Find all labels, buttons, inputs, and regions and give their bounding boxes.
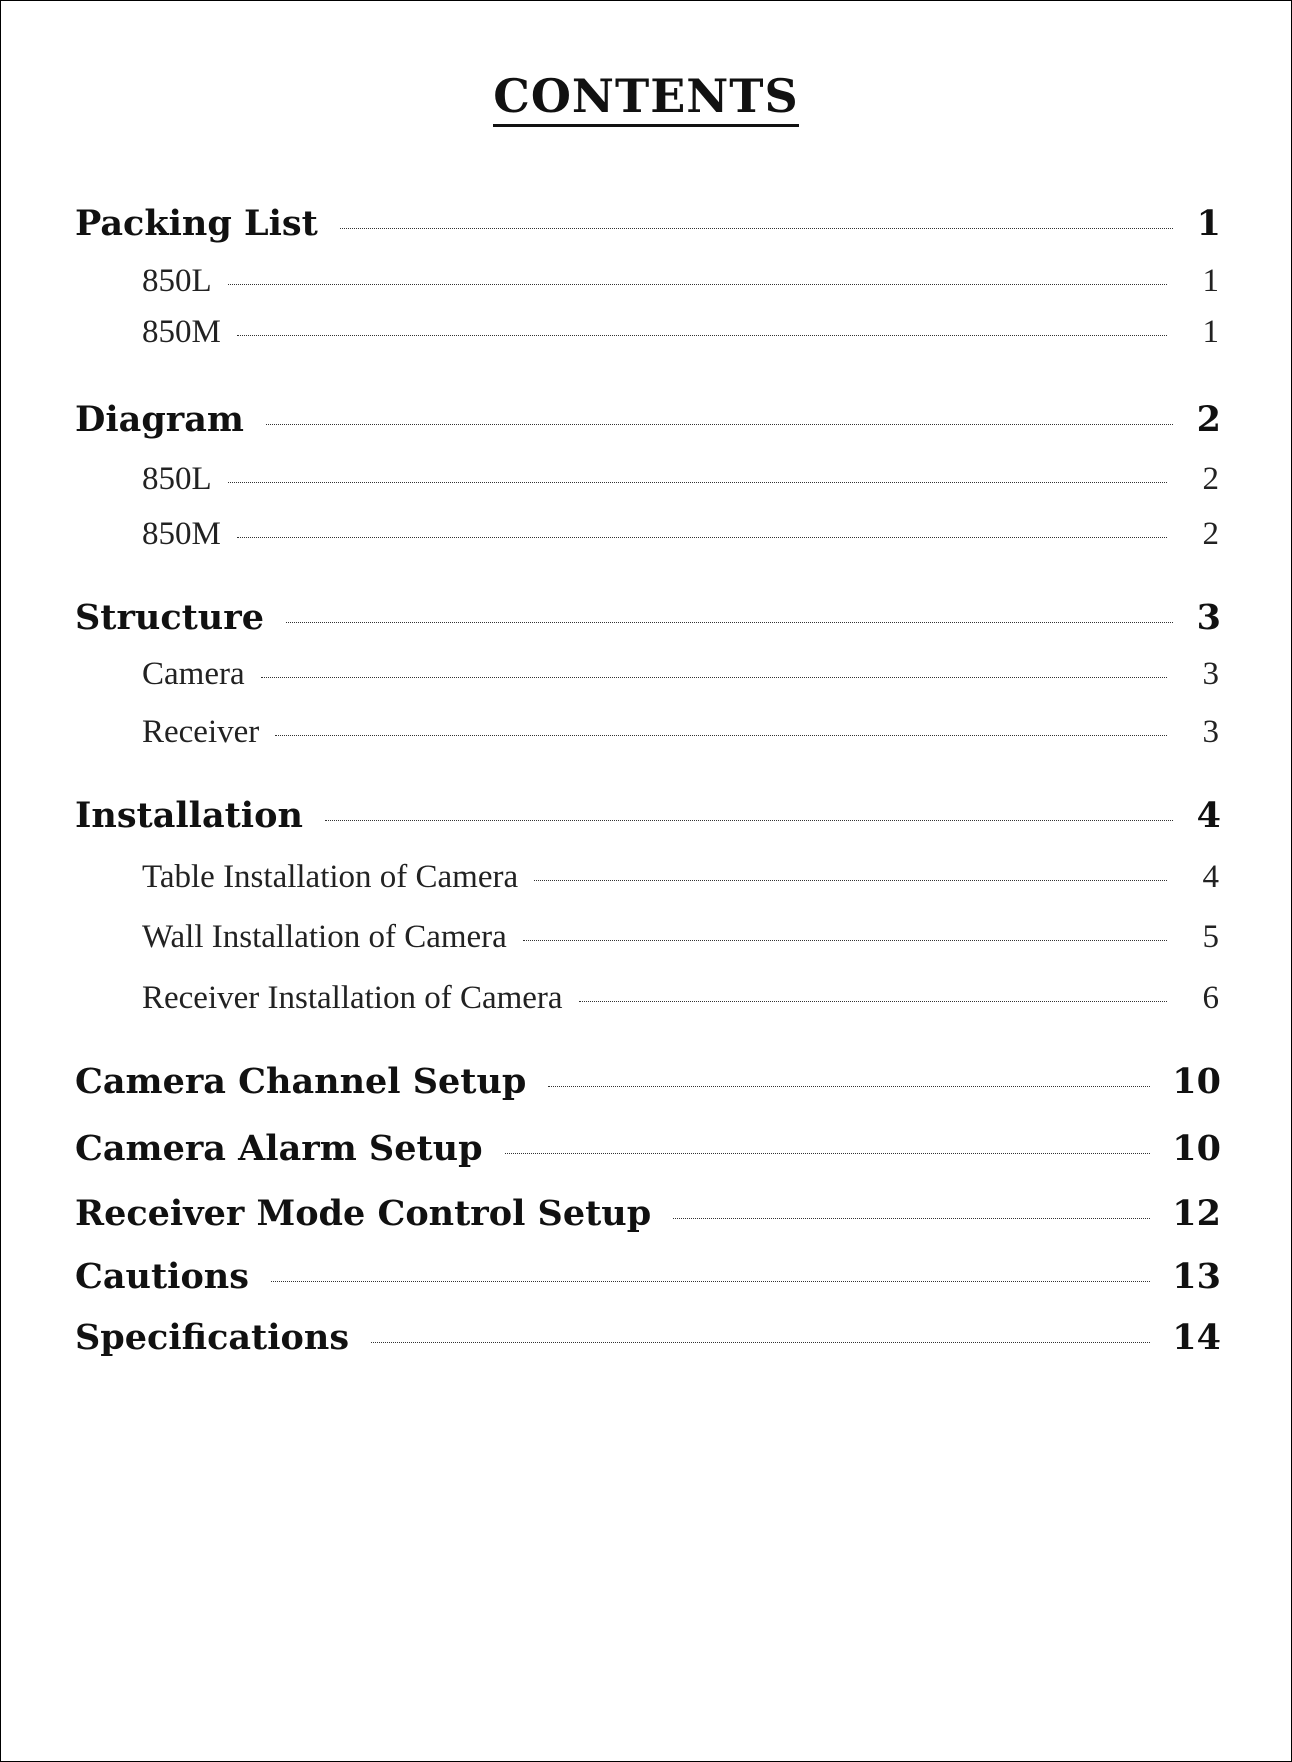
toc-entry-label: 850L [142,263,212,299]
toc-entry-page-number: 1 [1196,203,1221,244]
toc-entry-structure-camera[interactable] [142,656,1219,704]
toc-entry-page-number: 5 [1202,919,1219,955]
page-title-text: CONTENTS [493,69,799,127]
dotted-leader [228,482,1167,483]
toc-entry-diagram-850l[interactable] [142,461,1219,509]
toc-entry-packing-850l[interactable] [142,263,1219,311]
toc-entry-cautions[interactable] [75,1256,1221,1304]
toc-entry-installation-table[interactable] [142,859,1219,907]
dotted-leader [286,622,1173,623]
toc-entry-page-number: 12 [1172,1193,1221,1234]
toc-entry-label: Cautions [75,1256,249,1297]
toc-entry-label: 850L [142,461,212,497]
toc-entry-label: Receiver [142,714,260,750]
toc-entry-receiver-mode-control-setup[interactable] [75,1193,1221,1241]
toc-entry-page-number: 3 [1202,656,1219,692]
toc-entry-camera-alarm-setup[interactable] [75,1128,1221,1176]
dotted-leader [325,820,1173,821]
toc-entry-installation-receiver[interactable] [142,980,1219,1028]
toc-entry-page-number: 3 [1196,597,1221,638]
toc-entry-page-number: 2 [1202,461,1219,497]
dotted-leader [371,1342,1150,1343]
dotted-leader [579,1001,1167,1002]
toc-entry-page-number: 2 [1202,516,1219,552]
toc-entry-page-number: 1 [1202,314,1219,350]
toc-entry-label: Table Installation of Camera [142,859,519,895]
dotted-leader [505,1153,1151,1154]
toc-entry-page-number: 3 [1202,714,1219,750]
page-title [1,67,1291,125]
toc-entry-page-number: 14 [1172,1317,1221,1358]
toc-entry-packing-list[interactable] [75,203,1221,251]
dotted-leader [266,424,1173,425]
dotted-leader [673,1218,1150,1219]
toc-entry-specifications[interactable] [75,1317,1221,1365]
toc-entry-page-number: 4 [1202,859,1219,895]
toc-entry-camera-channel-setup[interactable] [75,1061,1221,1109]
dotted-leader [275,735,1167,736]
toc-entry-page-number: 4 [1196,795,1221,836]
toc-entry-label: Receiver Mode Control Setup [75,1193,652,1234]
toc-entry-installation-wall[interactable] [142,919,1219,967]
toc-entry-label: 850M [142,314,221,350]
dotted-leader [534,880,1167,881]
toc-entry-label: Camera [142,656,245,692]
toc-entry-diagram[interactable] [75,399,1221,447]
dotted-leader [523,940,1167,941]
toc-entry-packing-850m[interactable] [142,314,1219,362]
toc-entry-installation[interactable] [75,795,1221,843]
toc-entry-page-number: 13 [1172,1256,1221,1297]
toc-entry-structure-receiver[interactable] [142,714,1219,762]
dotted-leader [548,1086,1150,1087]
toc-entry-label: Packing List [75,203,318,244]
toc-entry-page-number: 6 [1202,980,1219,1016]
toc-entry-page-number: 1 [1202,263,1219,299]
toc-entry-label: Specifications [75,1317,350,1358]
dotted-leader [237,537,1167,538]
toc-entry-page-number: 2 [1196,399,1221,440]
dotted-leader [340,228,1173,229]
toc-entry-label: Installation [75,795,303,836]
toc-entry-diagram-850m[interactable] [142,516,1219,564]
toc-entry-label: Wall Installation of Camera [142,919,507,955]
toc-entry-label: Camera Channel Setup [75,1061,527,1102]
toc-entry-label: Diagram [75,399,244,440]
dotted-leader [228,284,1167,285]
toc-entry-page-number: 10 [1172,1128,1221,1169]
dotted-leader [237,335,1167,336]
dotted-leader [261,677,1167,678]
toc-entry-label: Camera Alarm Setup [75,1128,483,1169]
toc-entry-page-number: 10 [1172,1061,1221,1102]
toc-entry-label: 850M [142,516,221,552]
toc-entry-label: Structure [75,597,264,638]
dotted-leader [271,1281,1150,1282]
toc-entry-label: Receiver Installation of Camera [142,980,563,1016]
toc-entry-structure[interactable] [75,597,1221,645]
